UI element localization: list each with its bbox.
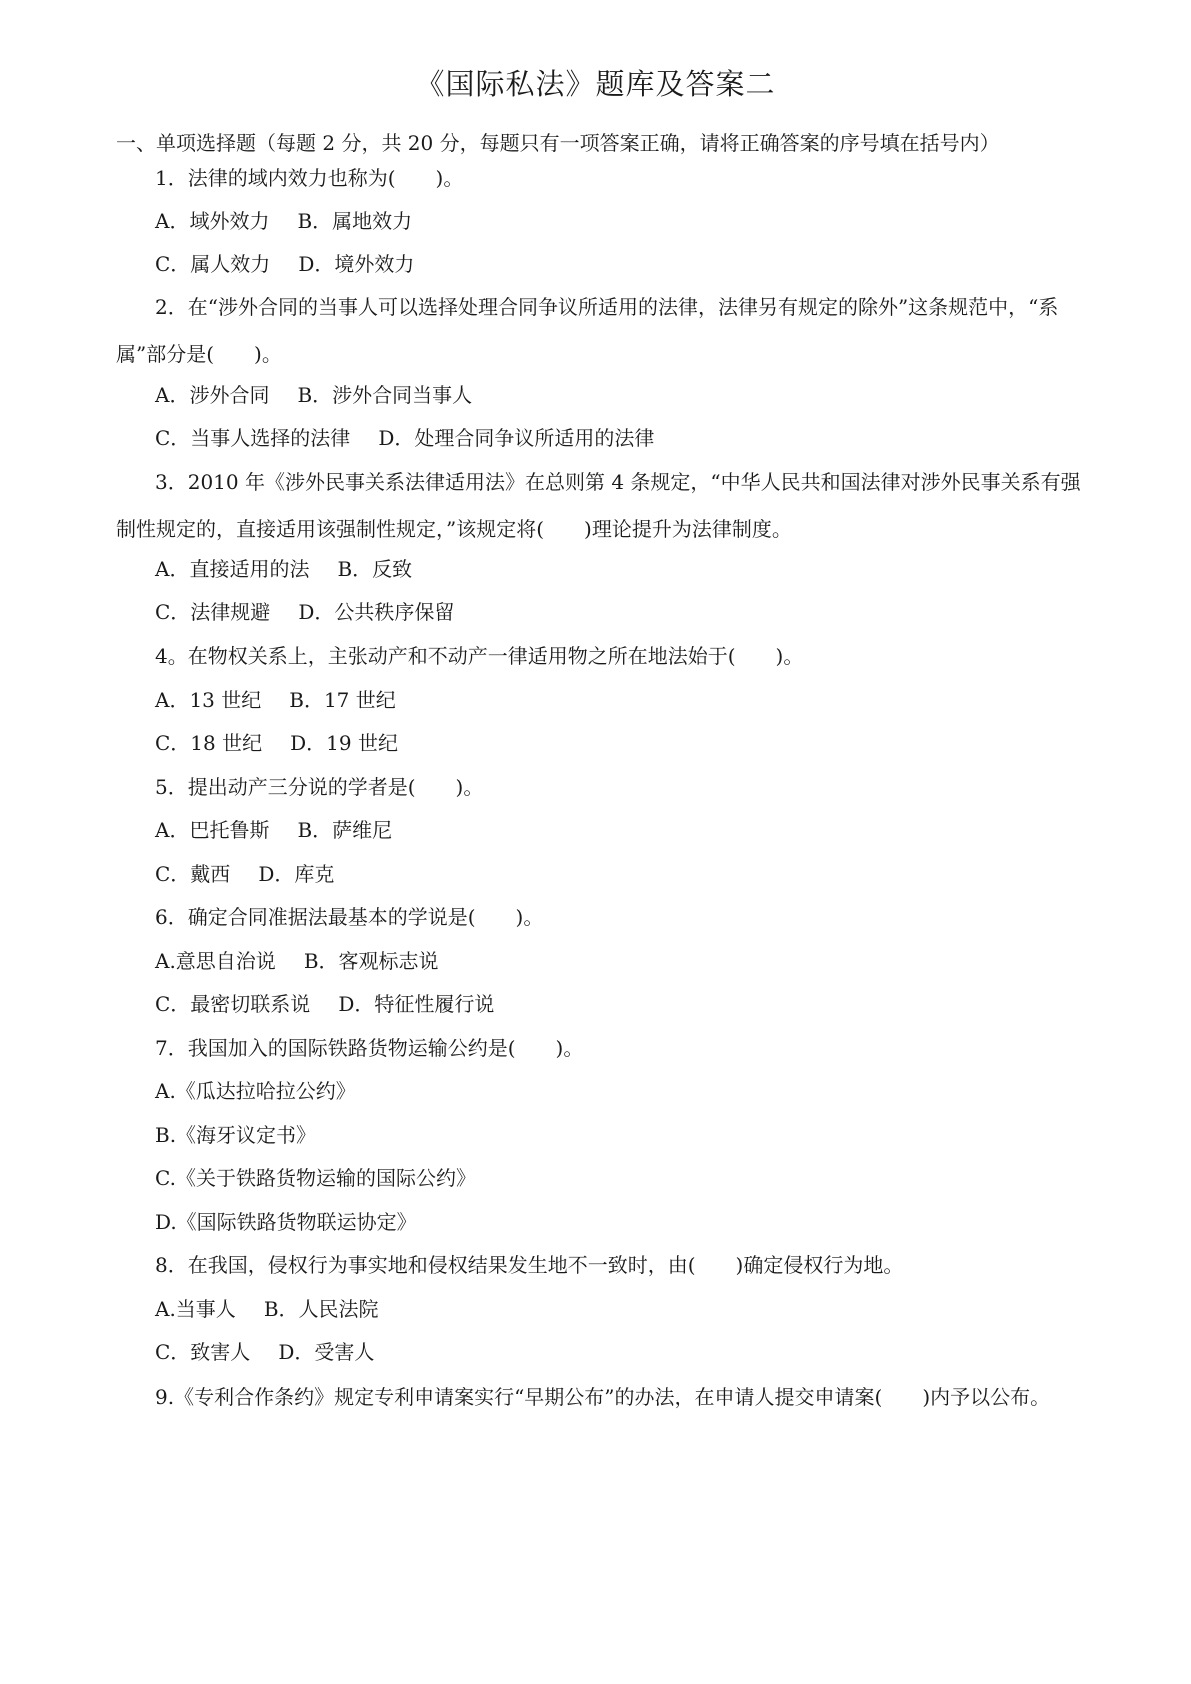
question-6-option-d: D．特征性履行说 — [338, 992, 495, 1016]
question-8-option-a: A.当事人 — [155, 1297, 236, 1321]
question-2-options-row-1 — [155, 380, 472, 410]
question-5-options-row-2 — [155, 859, 334, 889]
question-8-option-b: B．人民法院 — [263, 1297, 379, 1321]
page-title: 《国际私法》题库及答案二 — [415, 67, 776, 101]
question-7-stem: 7．我国加入的国际铁路货物运输公约是( )。 — [155, 1036, 584, 1060]
question-6-options-row-2 — [155, 989, 494, 1019]
question-8-options-row-2 — [155, 1337, 374, 1367]
question-7-option-b: B.《海牙议定书》 — [155, 1123, 317, 1147]
question-3-option-c: C．法律规避 — [155, 600, 271, 624]
question-5-option-b: B．萨维尼 — [297, 818, 393, 842]
question-3-option-d: D．公共秩序保留 — [298, 600, 455, 624]
question-2-options-row-2 — [155, 423, 654, 453]
question-2-option-b: B．涉外合同当事人 — [297, 383, 473, 407]
question-1-option-b: B．属地效力 — [297, 209, 413, 233]
question-8-stem: 8．在我国，侵权行为事实地和侵权结果发生地不一致时，由( )确定侵权行为地。 — [155, 1253, 904, 1277]
question-4-option-b: B．17 世纪 — [289, 688, 396, 712]
question-3-options-row-1 — [155, 554, 412, 584]
question-3-options-row-2 — [155, 597, 454, 627]
question-4-option-c: C．18 世纪 — [155, 731, 263, 755]
question-6-option-c: C．最密切联系说 — [155, 992, 311, 1016]
question-1-stem: 1．法律的域内效力也称为( )。 — [155, 166, 464, 190]
question-2-stem: 2．在“涉外合同的当事人可以选择处理合同争议所适用的法律，法律另有规定的除外”这条规范中，“系属”部分是( )。 — [116, 295, 1059, 366]
question-5-option-d: D．库克 — [258, 862, 335, 886]
question-3-option-b: B．反致 — [337, 557, 413, 581]
question-1-options-row-1 — [155, 206, 412, 236]
question-2-option-a: A．涉外合同 — [155, 383, 270, 407]
question-7-option-d: D.《国际铁路货物联运协定》 — [155, 1210, 417, 1234]
question-2-option-c: C．当事人选择的法律 — [155, 426, 351, 450]
question-4-stem: 4。在物权关系上，主张动产和不动产一律适用物之所在地法始于( )。 — [155, 644, 804, 668]
question-1-option-d: D．境外效力 — [298, 252, 415, 276]
question-6-stem: 6．确定合同准据法最基本的学说是( )。 — [155, 905, 544, 929]
question-6-option-a: A.意思自治说 — [155, 949, 276, 973]
question-4-option-d: D．19 世纪 — [290, 731, 398, 755]
question-9-stem: 9.《专利合作条约》规定专利申请案实行“早期公布”的办法，在申请人提交申请案( )内予以公布。 — [155, 1385, 1051, 1409]
question-6-option-b: B．客观标志说 — [303, 949, 439, 973]
question-4-options-row-2 — [155, 728, 398, 758]
question-5-option-a: A．巴托鲁斯 — [155, 818, 270, 842]
question-2-option-d: D．处理合同争议所适用的法律 — [378, 426, 655, 450]
question-4-options-row-1 — [155, 685, 396, 715]
question-8-options-row-1 — [155, 1294, 379, 1324]
question-1-options-row-2 — [155, 249, 414, 279]
section-heading: 一、单项选择题（每题 2 分，共 20 分，每题只有一项答案正确，请将正确答案的序号填在括号内） — [116, 131, 1000, 155]
question-5-options-row-1 — [155, 815, 392, 845]
question-5-stem: 5．提出动产三分说的学者是( )。 — [155, 775, 484, 799]
question-5-option-c: C．戴西 — [155, 862, 231, 886]
question-3-stem: 3．2010 年《涉外民事关系法律适用法》在总则第 4 条规定，“中华人民共和国法律对涉外民事关系有强制性规定的，直接适用该强制性规定，”该规定将( )理论提升为法律制度。 — [116, 470, 1081, 541]
question-8-option-c: C．致害人 — [155, 1340, 251, 1364]
question-1-option-a: A．域外效力 — [155, 209, 270, 233]
question-1-option-c: C．属人效力 — [155, 252, 271, 276]
question-3-option-a: A．直接适用的法 — [155, 557, 310, 581]
question-6-options-row-1 — [155, 946, 439, 976]
question-7-option-a: A.《瓜达拉哈拉公约》 — [155, 1079, 356, 1103]
question-7-option-c: C.《关于铁路货物运输的国际公约》 — [155, 1166, 476, 1190]
question-8-option-d: D．受害人 — [278, 1340, 375, 1364]
question-4-option-a: A．13 世纪 — [155, 688, 262, 712]
